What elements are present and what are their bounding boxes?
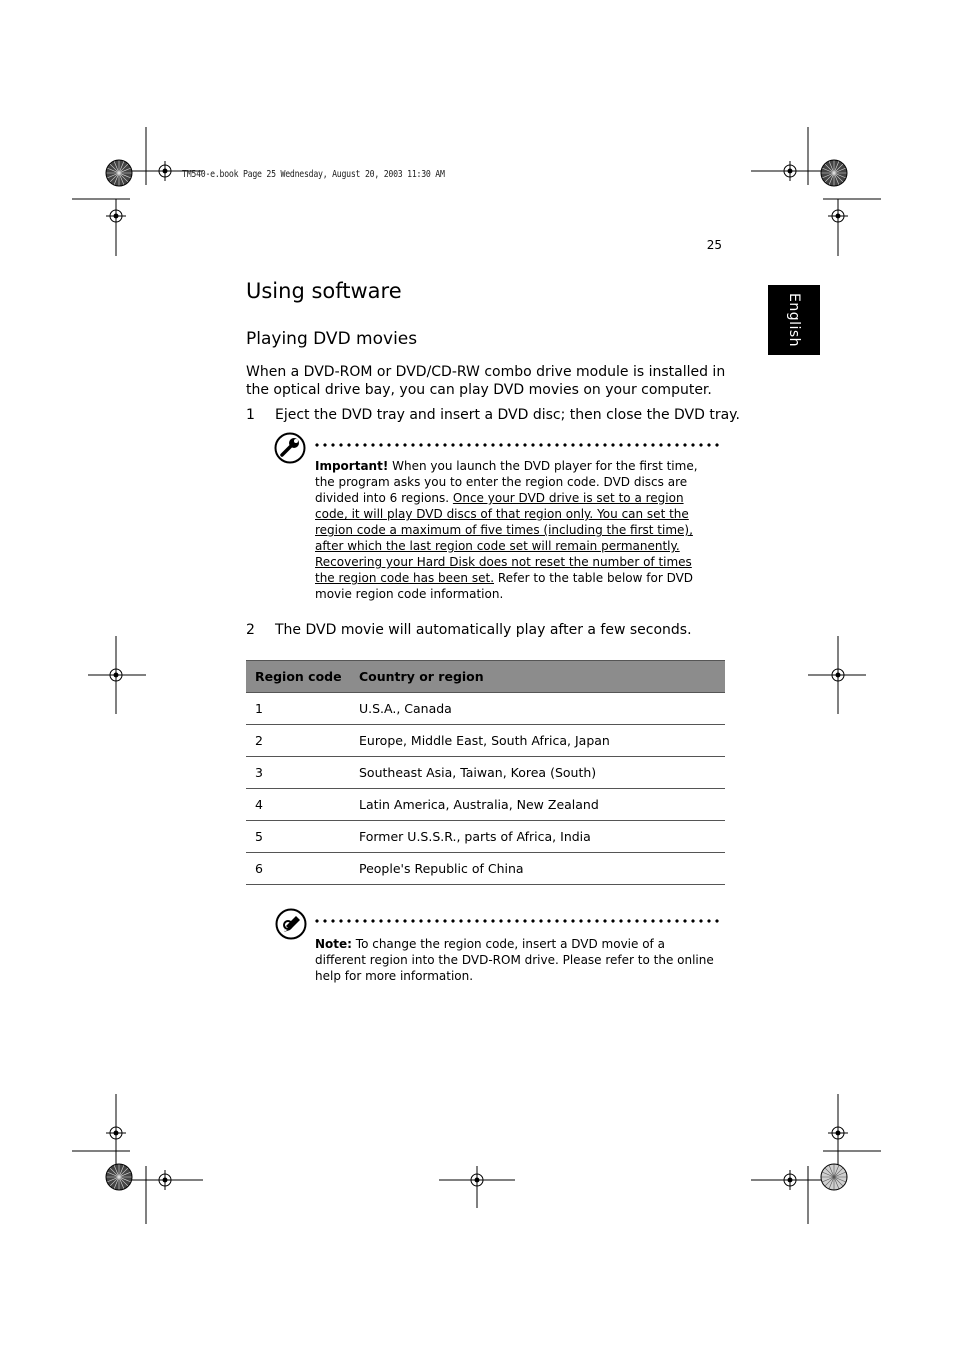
page-number: 25 bbox=[706, 238, 722, 252]
pencil-icon bbox=[275, 908, 307, 940]
region-code-table bbox=[246, 660, 725, 885]
important-underlined-text: Once your DVD drive is set to a region code, it will play DVD discs of that region only. You can set the region code a maximum of five times (including the first time), after which the last region code set will remain permanently. Recovering your Hard Disk does not reset the number of times the region code has been set. bbox=[315, 491, 693, 585]
table-row bbox=[246, 789, 725, 821]
important-callout bbox=[315, 458, 715, 602]
column-header-country: Country or region bbox=[350, 661, 725, 693]
important-text: When you launch the DVD player for the first time, the program asks you to enter the region code. DVD discs are divided into 6 regions. bbox=[315, 459, 698, 505]
region-code-cell: 4 bbox=[246, 789, 350, 821]
table-row bbox=[246, 725, 725, 757]
region-code-cell: 5 bbox=[246, 821, 350, 853]
table-header-row bbox=[246, 661, 725, 693]
table-row bbox=[246, 693, 725, 725]
step-2 bbox=[246, 622, 692, 638]
country-cell: U.S.A., Canada bbox=[350, 693, 725, 725]
note-callout bbox=[315, 936, 715, 984]
callout-divider bbox=[313, 919, 721, 923]
language-tab-label: English bbox=[786, 292, 802, 348]
important-label: Important! bbox=[315, 459, 389, 473]
section-title: Playing DVD movies bbox=[246, 329, 418, 349]
region-code-cell: 6 bbox=[246, 853, 350, 885]
step-1 bbox=[246, 407, 740, 423]
intro-paragraph: When a DVD-ROM or DVD/CD-RW combo drive module is installed in the optical drive bay, you can play DVD movies on your computer. bbox=[246, 364, 726, 398]
country-cell: People's Republic of China bbox=[350, 853, 725, 885]
step-number: 1 bbox=[246, 407, 255, 423]
region-code-cell: 2 bbox=[246, 725, 350, 757]
page-title: Using software bbox=[246, 279, 402, 303]
table-row bbox=[246, 853, 725, 885]
important-text-after: Refer to the table below for DVD movie region code information. bbox=[315, 571, 694, 601]
country-cell: Southeast Asia, Taiwan, Korea (South) bbox=[350, 757, 725, 789]
note-label: Note: bbox=[315, 937, 352, 951]
language-tab bbox=[768, 285, 820, 355]
country-cell: Europe, Middle East, South Africa, Japan bbox=[350, 725, 725, 757]
step-number: 2 bbox=[246, 622, 255, 638]
wrench-icon bbox=[274, 432, 306, 464]
region-code-cell: 3 bbox=[246, 757, 350, 789]
print-slug: TM540-e.book Page 25 Wednesday, August 20, 2003 11:30 AM bbox=[182, 169, 445, 180]
table-row bbox=[246, 821, 725, 853]
table-row bbox=[246, 757, 725, 789]
step-text: Eject the DVD tray and insert a DVD disc; then close the DVD tray. bbox=[275, 407, 740, 423]
country-cell: Latin America, Australia, New Zealand bbox=[350, 789, 725, 821]
column-header-region-code: Region code bbox=[246, 661, 350, 693]
country-cell: Former U.S.S.R., parts of Africa, India bbox=[350, 821, 725, 853]
step-text: The DVD movie will automatically play after a few seconds. bbox=[275, 622, 692, 638]
region-code-cell: 1 bbox=[246, 693, 350, 725]
callout-divider bbox=[313, 443, 721, 447]
note-text: To change the region code, insert a DVD movie of a different region into the DVD-ROM drive. Please refer to the online help for more information. bbox=[315, 937, 714, 983]
